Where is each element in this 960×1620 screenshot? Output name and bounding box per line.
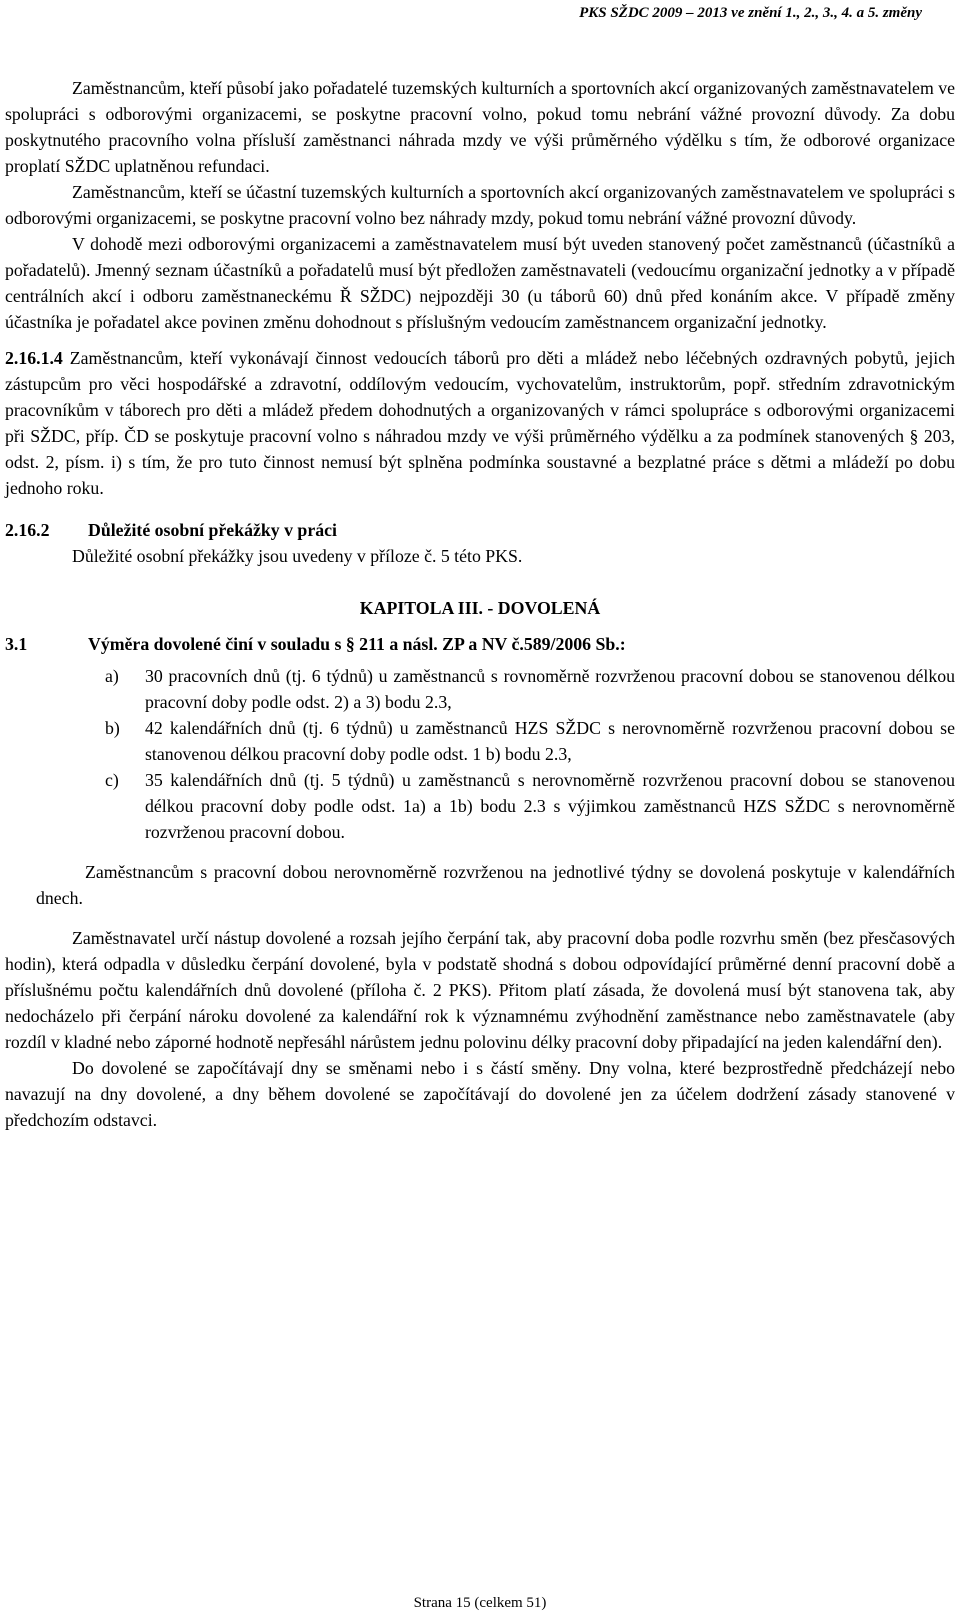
- section-3-2: [5, 859, 955, 911]
- section-3-1: [5, 631, 955, 657]
- section-number: [5, 859, 85, 885]
- section-number: 2.16.2: [5, 520, 50, 540]
- paragraph-agreement: V dohodě mezi odborovými organizacemi a zaměstnavatelem musí být uveden stanovený počet zaměstnanců (účastníků a pořadatelů). Jmenný seznam účastníků a pořadatelů musí být předložen zaměstnavateli (vedoucímu organizační jednotky a v případě centrálních akcí i odboru zaměstnaneckému Ř SŽDC) nejpozději 30 (u táborů 60) dnů před konáním akce. V případě změny účastníka je pořadatel akce povinen změnu dohodnout s příslušným vedoucím zaměstnancem organizační jednotky.: [5, 234, 955, 332]
- section-2-16-1-4: [5, 345, 955, 501]
- list-item-text: 42 kalendářních dnů (tj. 6 týdnů) u zaměstnanců HZS SŽDC s nerovnoměrně rozvrženou pracovní dobou se stanovenou délkou pracovní doby podle odst. 1 b) bodu 2.3,: [145, 718, 955, 764]
- paragraph-participants: Zaměstnancům, kteří se účastní tuzemských kulturních a sportovních akcí organizovaných zaměstnavatelem ve spolupráci s odborovými organizacemi, se poskytne pracovní volno bez náhrady mzdy, pokud tomu nebrání vážné provozní důvody.: [5, 182, 955, 228]
- list-item: [105, 767, 955, 845]
- chapter-heading: KAPITOLA III. - DOVOLENÁ: [359, 598, 601, 618]
- document-body: [5, 75, 955, 1133]
- paragraph-organizers: Zaměstnancům, kteří působí jako pořadatelé tuzemských kulturních a sportovních akcí organizovaných zaměstnavatelem ve spolupráci s odborovými organizacemi, se poskytne pracovní volno, pokud tomu nebrání vážné provozní důvody. Za dobu poskytnutého pracovního volna přísluší zaměstnanci náhrada mzdy ve výši průměrného výdělku s tím, že odborové organizace proplatí SŽDC uplatněnou refundaci.: [5, 78, 956, 176]
- list-marker: a): [105, 666, 119, 686]
- section-text: Důležité osobní překážky jsou uvedeny v příloze č. 5 této PKS.: [72, 546, 523, 566]
- list-marker: b): [105, 718, 120, 738]
- section-2-16-2: [5, 517, 955, 543]
- section-text: Zaměstnancům, kteří vykonávají činnost vedoucích táborů pro děti a mládež nebo léčebných ozdravných pobytů, jejich zástupcům pro věci hospodářské a zdravotní, oddílovým vedoucím, vychovatelům, instruktorům, popř. středním zdravotnickým pracovníkům v táborech pro děti a mládež předem dohodnutých a organizovaných v rámci spolupráce s odborovými organizacemi při SŽDC, příp. ČD se poskytuje pracovní volno s náhradou mzdy ve výši průměrného výdělku a za podmínek stanovených § 203, odst. 2, písm. i) s tím, že pro tuto činnost nemusí být splněna podmínka soustavné a bezplatné práce s dětmi a mládeží po dobu jednoho roku.: [5, 348, 955, 498]
- section-text: Zaměstnancům s pracovní dobou nerovnoměrně rozvrženou na jednotlivé týdny se dovolená poskytuje v kalendářních dnech.: [36, 862, 955, 908]
- page-header: PKS SŽDC 2009 – 2013 ve znění 1., 2., 3., 4. a 5. změny: [579, 5, 922, 21]
- list-item-text: 30 pracovních dnů (tj. 6 týdnů) u zaměstnanců s rovnoměrně rozvrženou pracovní dobou se stanovenou délkou pracovní doby podle odst. 2) a 3) bodu 2.3,: [145, 666, 955, 712]
- paragraph-leave-counting: Do dovolené se započítávají dny se směnami nebo i s částí směny. Dny volna, které bezprostředně předcházejí nebo navazují na dny dovolené, a dny během dovolené se započítávají do dovolené jen za účelem dodržení zásady stanovené v předchozím odstavci.: [5, 1058, 955, 1130]
- page-number: Strana 15 (celkem 51): [413, 1595, 547, 1611]
- list-item-text: 35 kalendářních dnů (tj. 5 týdnů) u zaměstnanců s nerovnoměrně rozvrženou pracovní dobou se stanovenou délkou pracovní doby podle odst. 1a) a 1b) bodu 2.3 s výjimkou zaměstnanců HZS SŽDC s nerovnoměrně rozvrženou pracovní dobou.: [145, 770, 955, 842]
- list-marker: c): [105, 770, 119, 790]
- section-number: 2.16.1.4: [5, 348, 63, 368]
- section-title: Výměra dovolené činí v souladu s § 211 a násl. ZP a NV č.589/2006 Sb.:: [88, 634, 626, 654]
- entitlement-list: [5, 663, 955, 845]
- section-number: 3.1: [5, 634, 28, 654]
- list-item: [105, 663, 955, 715]
- section-title: Důležité osobní překážky v práci: [88, 520, 337, 540]
- paragraph-leave-scheduling: Zaměstnavatel určí nástup dovolené a rozsah jejího čerpání tak, aby pracovní doba podle rozvrhu směn (bez přesčasových hodin), která odpadla v důsledku čerpání dovolené, byla v podstatě shodná s dobou odpovídající průměrné denní pracovní době a příslušnému počtu kalendářních dnů dovolené (příloha č. 2 PKS). Přitom platí zásada, že dovolená musí být stanovena tak, aby nedocházelo při čerpání nároku dovolené za kalendářní rok k významnému zvýhodnění zaměstnance nebo zaměstnavatele (aby rozdíl v kladné nebo záporné hodnotě nepřesáhl nárůstem jednu polovinu délky pracovní doby připadající na jeden kalendářní den).: [5, 928, 955, 1052]
- list-item: [105, 715, 955, 767]
